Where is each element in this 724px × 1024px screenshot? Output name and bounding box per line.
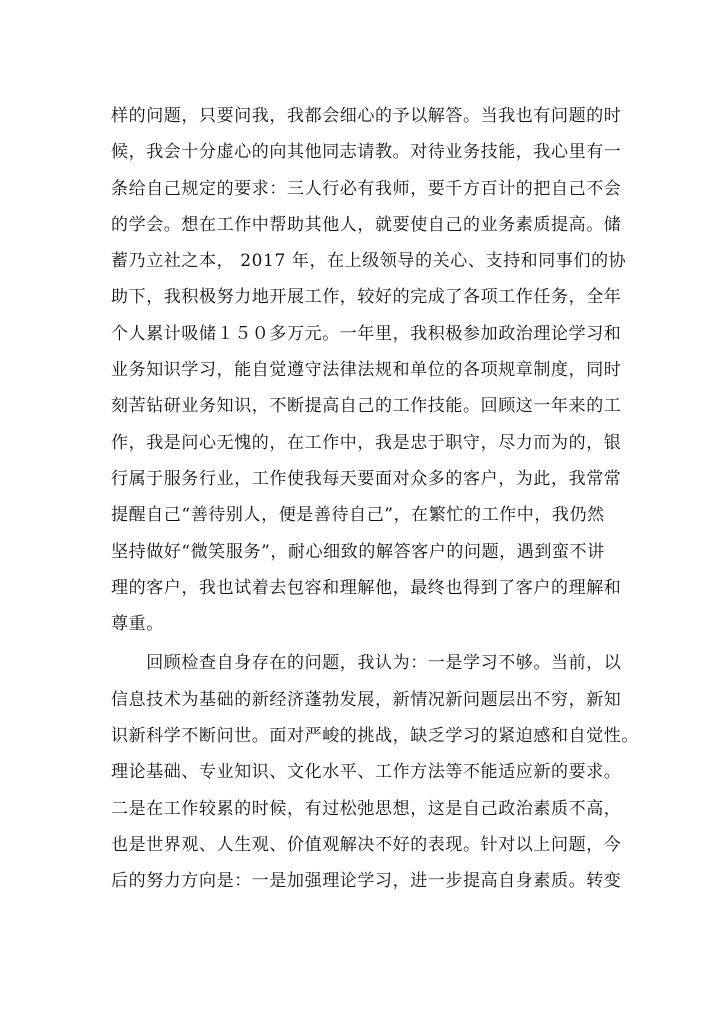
text-line: 二是在工作较累的时候，有过松弛思想，这是自己政治素质不高，: [111, 798, 622, 819]
text-line: 后的努力方向是：一是加强理论学习，进一步提高自身素质。转变: [111, 871, 622, 892]
text-line: 也是世界观、人生观、价值观解决不好的表现。针对以上问题，今: [111, 834, 622, 855]
text-line: 业务知识学习，能自觉遵守法律法规和单位的各项规章制度，同时: [111, 360, 622, 381]
text-line: 样的问题，只要问我，我都会细心的予以解答。当我也有问题的时: [111, 106, 622, 126]
text-line: 候，我会十分虚心的向其他同志请教。对待业务技能，我心里有一: [111, 142, 622, 163]
text-line: 条给自己规定的要求：三人行必有我师，要千方百计的把自己不会: [111, 178, 622, 199]
text-line: 蓄乃立社之本， 2017 年，在上级领导的关心、支持和同事们的协: [111, 251, 627, 272]
text-line: 识新科学不断问世。面对严峻的挑战，缺乏学习的紧迫感和自觉性。: [111, 726, 639, 747]
text-line: 助下，我积极努力地开展工作，较好的完成了各项工作任务，全年: [111, 287, 622, 308]
text-line: 理的客户，我也试着去包容和理解他，最终也得到了客户的理解和: [111, 577, 622, 598]
text-line: 信息技术为基础的新经济蓬勃发展，新情况新问题层出不穷，新知: [111, 689, 622, 710]
text-line: 回顾检查自身存在的问题，我认为：一是学习不够。当前，以: [111, 653, 622, 674]
text-line: 尊重。: [111, 614, 164, 635]
paragraph-2: [111, 645, 639, 899]
body-text: [111, 98, 639, 900]
text-line: 刻苦钻研业务知识，不断提高自己的工作技能。回顾这一年来的工: [111, 396, 622, 417]
text-line: 提醒自己“善待别人，便是善待自己”，在繁忙的工作中，我仍然: [111, 505, 605, 526]
text-line: 个人累计吸储１５０多万元。一年里，我积极参加政治理论学习和: [111, 323, 622, 344]
text-line: 行属于服务行业，工作使我每天要面对众多的客户，为此，我常常: [111, 468, 622, 489]
text-line: 的学会。想在工作中帮助其他人，就要使自己的业务素质提高。储: [111, 214, 622, 235]
text-line: 坚持做好“微笑服务”，耐心细致的解答客户的问题，遇到蛮不讲: [111, 541, 605, 562]
text-line: 理论基础、专业知识、文化水平、工作方法等不能适应新的要求。: [111, 762, 622, 783]
paragraph-1: [111, 98, 631, 642]
text-line: 作，我是问心无愧的，在工作中，我是忠于职守，尽力而为的，银: [111, 432, 622, 453]
